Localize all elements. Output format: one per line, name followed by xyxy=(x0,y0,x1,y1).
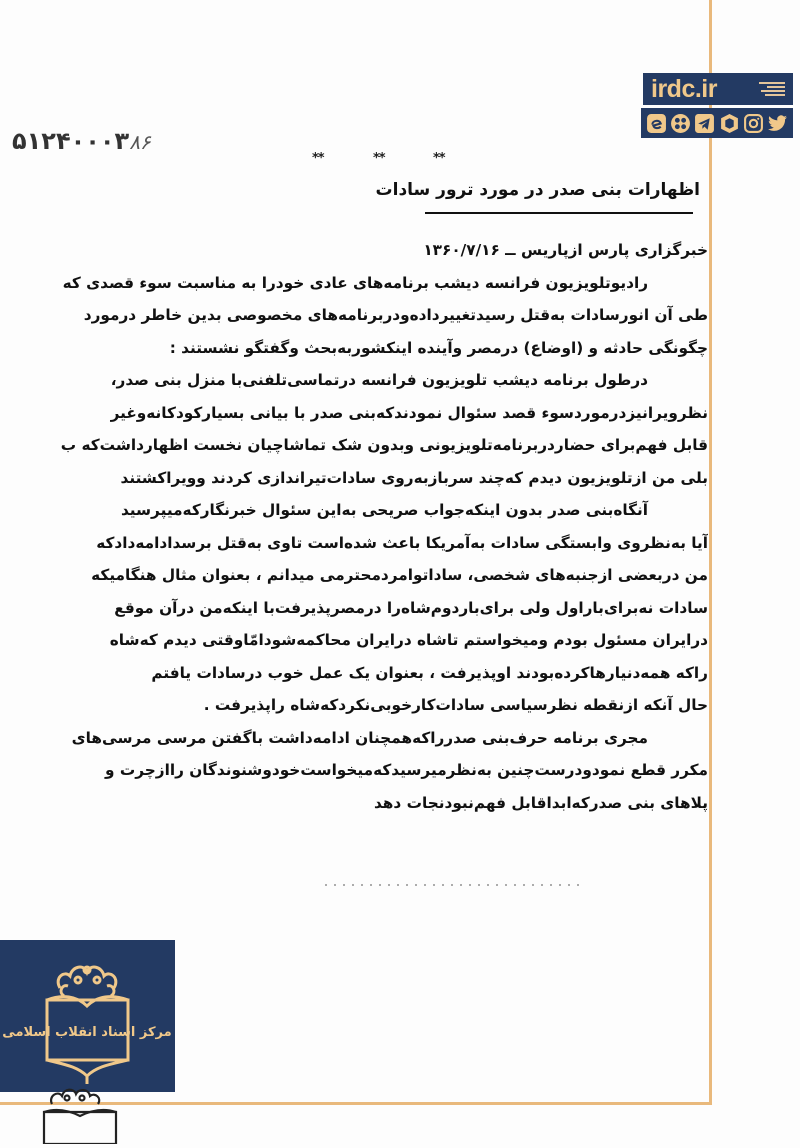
body-line: سادات نه‌برای‌باراول ولی برای‌باردوم‌شاه‌را درمصرپذیرفت‌با اینکه‌من درآن موقع xyxy=(114,598,708,617)
irdc-center-logo xyxy=(0,940,175,1092)
body-line: مجری برنامه حرف‌بنی صدرراکه‌همچنان ادامه‌داشت باگفتن مرسی مرسی‌های xyxy=(71,728,648,747)
telegram-icon[interactable] xyxy=(694,113,715,134)
archive-number-handwritten: ۸۶ xyxy=(129,130,151,154)
body-line: آیا به‌نظروی وابستگی سادات به‌آمریکا باعث شده‌است تاوی به‌قتل برسدادامه‌دادکه xyxy=(96,533,708,552)
body-line: نظرویرانیزدرموردسوء قصد سئوال نمودندکه‌بنی صدر با بیانی بسیارکودکانه‌وغیر xyxy=(110,403,708,422)
body-line: درطول برنامه دیشب تلویزیون فرانسه درتماسی‌تلفنی‌با منزل بنی صدر، xyxy=(110,371,648,389)
star-separator: ** xyxy=(373,151,385,166)
instagram-icon[interactable] xyxy=(743,113,764,134)
frame-vertical-rule xyxy=(709,0,712,1104)
body-line: من دربعضی ازجنبه‌های شخصی، ساداتوامردمحترمی میدانم ، بعنوان مثال هنگامیکه xyxy=(91,566,708,584)
ink-stamp xyxy=(30,1086,130,1144)
star-separator: ** xyxy=(433,151,445,166)
document-body xyxy=(43,234,708,819)
social-links-bar xyxy=(641,108,793,138)
body-line: چگونگی حادثه و (اوضاع) درمصر وآینده اینکشوربه‌بحث وگفتگو نشستند : xyxy=(169,338,708,357)
body-line: آنگاه‌بنی صدر بدون اینکه‌جواب صریحی به‌این سئوال خبرنگارکه‌میپرسید xyxy=(120,501,648,519)
body-line: پلاهای بنی صدرکه‌ابداقابل فهم‌نبودنجات دهد xyxy=(373,793,708,812)
body-line: رادیوتلویزیون فرانسه دیشب برنامه‌های عادی خودرا به مناسبت سوء قصدی که xyxy=(62,273,648,292)
body-line: راکه همه‌دنیارهاکرده‌بودند اوپذیرفت ، بعنوان یک عمل خوب درسادات یافتم xyxy=(151,663,708,682)
dateline: خبرگزاری پارس ازپاریس ــ ۱۳۶۰/۷/۱۶ xyxy=(423,241,708,259)
body-line: طی آن انورسادات به‌قتل رسیدتغییرداده‌ودربرنامه‌های مخصوصی بدین خاطر درمورد xyxy=(83,306,708,324)
star-separator: ** xyxy=(312,151,324,166)
eitaa-icon[interactable] xyxy=(646,113,667,134)
body-line: قابل فهم‌برای حضاردربرنامه‌تلویزیونی وبدون شک تماشاچیان نخست اظهارداشت‌که ب xyxy=(60,436,708,454)
irdc-site-label: irdc.ir xyxy=(651,74,717,103)
book-emblem-icon xyxy=(0,940,175,1092)
faint-dotted-line xyxy=(325,884,585,886)
irdc-org-mini-text xyxy=(759,82,785,96)
svg-text:مرکز اسناد انقلاب اسلامی: مرکز اسناد انقلاب اسلامی xyxy=(2,1025,172,1040)
document-title: اظهارات بنی صدر در مورد ترور سادات xyxy=(375,180,700,200)
body-line: بلی من ازتلویزیون دیدم که‌چند سربازبه‌روی سادات‌تیراندازی کردند وویراکشتند xyxy=(120,468,708,487)
aparat-icon[interactable] xyxy=(670,113,691,134)
body-line: حال آنکه ازنقطه نظرسیاسی سادات‌کارخوبی‌نکردکه‌شاه راپذیرفت . xyxy=(203,696,708,714)
title-underline xyxy=(425,212,693,214)
body-line: مکرر قطع نمودودرست‌چنین به‌نظرمیرسیدکه‌میخواست‌خودوشنوندگان راازچرت و xyxy=(105,761,708,779)
twitter-icon[interactable] xyxy=(767,113,788,134)
separator-stars xyxy=(0,151,800,165)
body-line: درایران مسئول بودم ومیخواستم تاشاه درایران محاکمه‌شودامّاوقتی دیدم که‌شاه xyxy=(109,631,708,649)
soroush-icon[interactable] xyxy=(719,113,740,134)
archive-number-printed: ۵۱۲۴۰۰۰۳ xyxy=(12,127,130,155)
irdc-logo[interactable] xyxy=(643,73,793,105)
